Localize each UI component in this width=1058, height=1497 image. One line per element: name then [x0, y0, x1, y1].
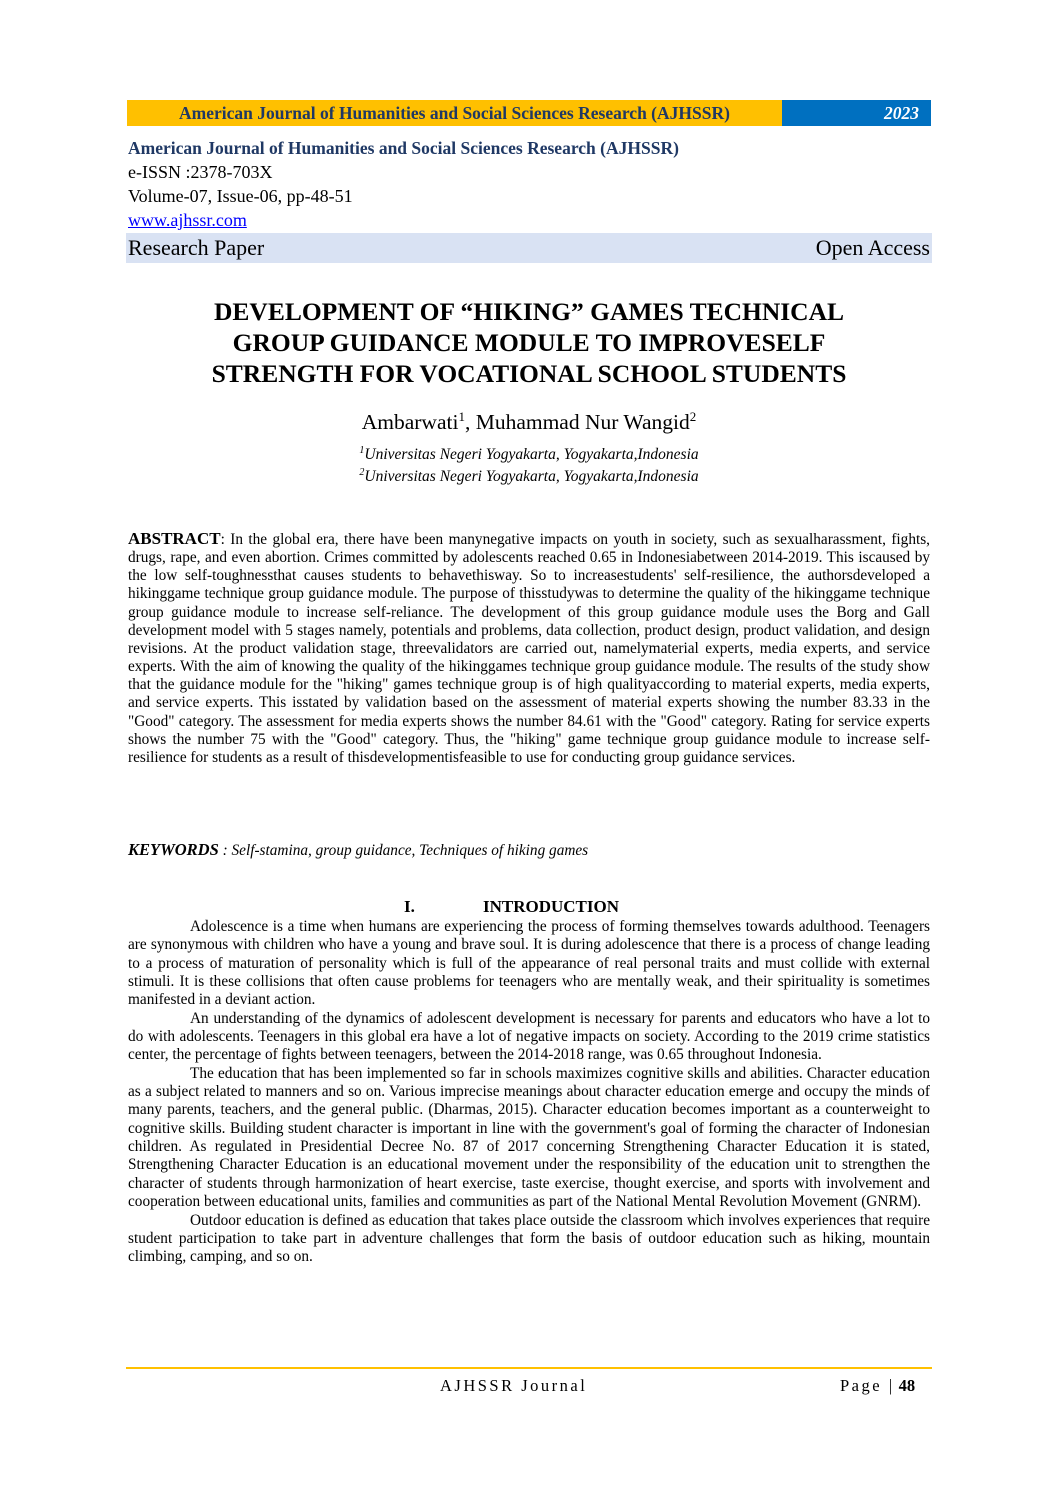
journal-website-link[interactable]: www.ajhssr.com: [128, 210, 247, 230]
introduction-body: [128, 918, 930, 1267]
author-separator: ,: [464, 410, 476, 435]
title-line: GROUP GUIDANCE MODULE TO IMPROVESELF: [232, 328, 826, 357]
paper-title: [128, 296, 930, 389]
affiliation-sup: 1: [359, 445, 365, 456]
paper-type-bar: [126, 233, 932, 263]
paragraph: An understanding of the dynamics of adolescent development is necessary for parents and educators who have a lot to do with adolescents. Teenagers in this global era have a lot of negative impacts on society. According to the 2019 crime statistics center, the percentage of fights between teenagers, between the 2014-2018 range, was 0.65 throughout Indonesia.: [128, 1009, 930, 1064]
footer-journal: AJHSSR Journal: [440, 1376, 588, 1395]
title-line: STRENGTH FOR VOCATIONAL SCHOOL STUDENTS: [211, 359, 847, 388]
abstract: [128, 530, 930, 767]
paragraph: Outdoor education is defined as education that takes place outside the classroom which involves experiences that require student participation to take part in adventure challenges that form the basis of outdoor education such as hiking, mountain climbing, camping, and so on.: [128, 1211, 930, 1266]
affiliation: [128, 445, 930, 464]
author-sup: 1: [458, 409, 465, 424]
paper-type: Research Paper: [128, 235, 265, 260]
keywords-text: : Self-stamina, group guidance, Techniques of hiking games: [218, 842, 589, 859]
footer-rule: [126, 1367, 932, 1369]
section-number: I.: [404, 897, 415, 916]
keywords-label: KEYWORDS: [128, 840, 219, 859]
journal-volume: Volume-07, Issue-06, pp-48-51: [128, 186, 353, 206]
keywords: [128, 840, 930, 860]
abstract-label: ABSTRACT: [128, 529, 221, 548]
abstract-text: : In the global era, there have been manynegative impacts on youth in society, such as sexualharassment, fights, drugs, rape, and even abortion. Crimes committed by adolescents reached 0.65 in Indonesiabetween 2014-2019. This iscaused by the low self-toughnessthat causes students to behavethisway. So to increasestudents' self-resilience, the authorsdeveloped a hikinggame technique group guidance module. The purpose of thisstudywas to determine the quality of the hikinggame technique group guidance module to increase self-reliance. The development of this group guidance module uses the Borg and Gall development model with 5 stages namely, potentials and problems, data collection, product design, product validation, and design revisions. At the product validation stage, threevalidators are carried out, namelymaterial experts, media experts, and service experts. With the aim of knowing the quality of the hikinggames technique group guidance module. The results of the study show that the guidance module for the "hiking" games technique group is of high qualityaccording to material experts, media experts, and service experts. This isstated by validation based on the assessment of material experts showing the number 83.33 in the "Good" category. The assessment for media experts shows the number 84.61 with the "Good" category. Rating for service experts shows the number 75 with the "Good" category. Thus, the "hiking" game technique group guidance module to increase self-resilience for students as a result of thisdevelopmentisfeasible to use for conducting group guidance services.: [128, 531, 930, 766]
journal-issn: e-ISSN :2378-703X: [128, 162, 273, 182]
access-type: Open Access: [815, 235, 930, 260]
title-line: DEVELOPMENT OF “HIKING” GAMES TECHNICAL: [213, 297, 845, 326]
paragraph: The education that has been implemented so far in schools maximizes cognitive skills and abilities. Character education as a subject related to manners and so on. Various imprecise meanings about character education emerge and occupy the minds of many parents, teachers, and the general public. (Dharmas, 2015). Character education becomes important as a counterweight to cognitive skills. Building student character is important in line with the government's goal of forming the character of Indonesian children. As regulated in Presidential Decree No. 87 of 2017 concerning Strengthening Character Education it is stated, Strengthening Character Education is an educational movement under the responsibility of the education unit to strengthen the character of students through harmonization of heart exercise, taste exercise, thought exercise, and sports with involvement and cooperation between educational units, families and communities as part of the National Mental Revolution Movement (GNRM).: [128, 1064, 930, 1211]
page-label: Page |: [840, 1376, 895, 1395]
author-sup: 2: [689, 409, 697, 424]
footer-page: [840, 1376, 915, 1396]
author-name: Muhammad Nur Wangid: [475, 410, 690, 435]
page-number: 48: [898, 1376, 916, 1395]
journal-title: American Journal of Humanities and Social Sciences Research (AJHSSR): [128, 138, 679, 158]
banner-journal-name: American Journal of Humanities and Social Sciences Research (AJHSSR): [127, 100, 782, 126]
banner-year: 2023: [782, 100, 931, 126]
author-list: [128, 409, 930, 435]
affiliation: [128, 467, 930, 486]
section-heading: INTRODUCTION: [483, 897, 620, 916]
affiliation-text: Universitas Negeri Yogyakarta, Yogyakarta,Indonesia: [364, 446, 699, 464]
paragraph: Adolescence is a time when humans are experiencing the process of forming themselves towards adulthood. Teenagers are synonymous with children who have a young and brave soul. It is during adolescence that there is a process of change leading to a process of maturation of personality which is full of the appearance of real personal traits and must collide with external stimuli. It is these collisions that often cause problems for teenagers who are mentally weak, and their spirituality is sometimes manifested in a deviant action.: [128, 918, 930, 1009]
author-name: Ambarwati: [361, 410, 459, 435]
affiliation-text: Universitas Negeri Yogyakarta, Yogyakarta,Indonesia: [364, 468, 699, 486]
affiliation-sup: 2: [359, 467, 365, 478]
